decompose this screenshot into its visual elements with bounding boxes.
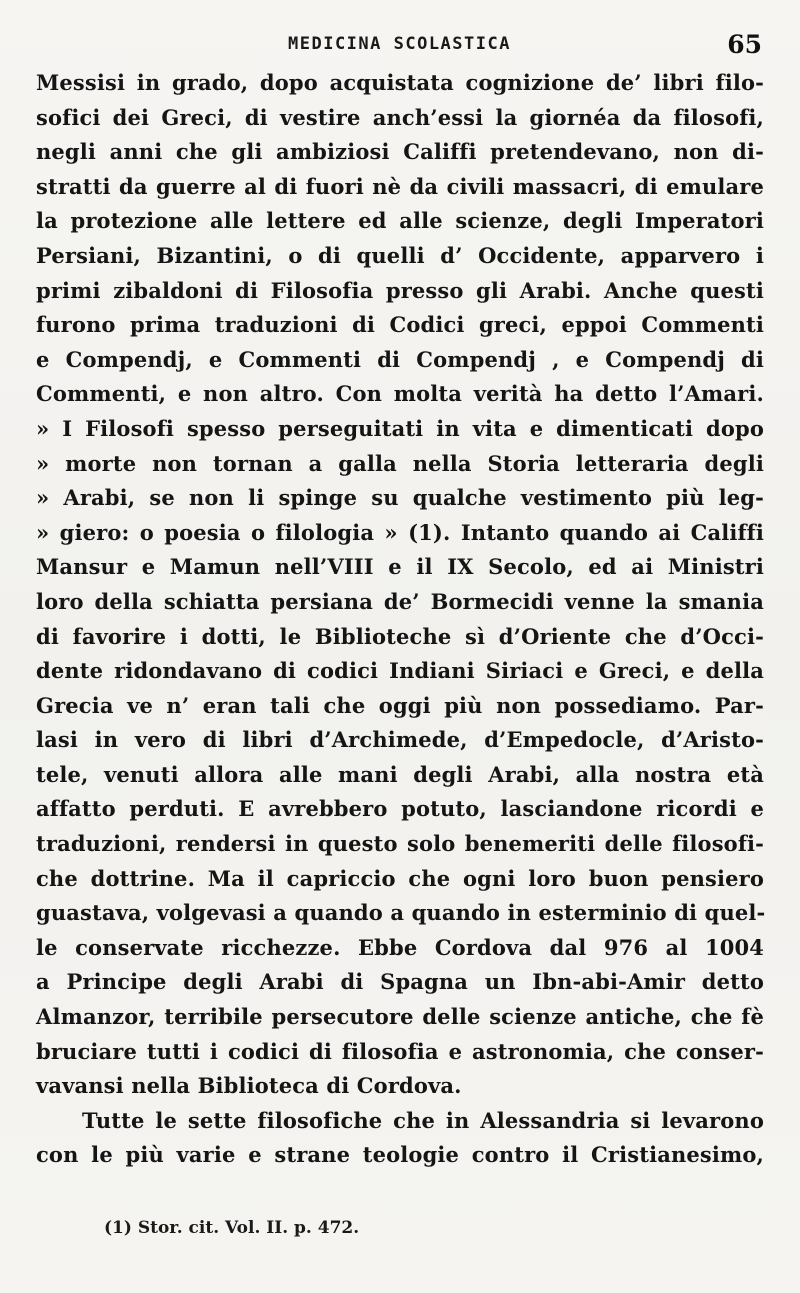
text-line: guastava, volgevasi a quando a quando in esterminio di quel-	[36, 900, 766, 926]
quote-line: » Arabi, se non li spinge su qualche vestimento più leg-	[36, 485, 764, 511]
text-line: Mansur e Mamun nell’VIII e il IX Secolo, ed ai Ministri	[36, 554, 764, 580]
text-line: furono prima traduzioni di Codici greci, eppoi Commenti	[36, 312, 764, 338]
text-line: che dottrine. Ma il capriccio che ogni loro buon pensiero	[36, 865, 764, 891]
text-line: affatto perduti. E avrebbero potuto, lasciandone ricordi e	[36, 796, 764, 822]
text-line: stratti da guerre al di fuori nè da civili massacri, di emulare	[36, 173, 764, 199]
text-line: di favorire i dotti, le Biblioteche sì d’Oriente che d’Occi-	[36, 623, 764, 649]
text-line: dente ridondavano di codici Indiani Siriaci e Greci, e della	[36, 658, 764, 684]
text-line: Messisi in grado, dopo acquistata cognizione de’ libri filo-	[36, 70, 764, 95]
running-title: MEDICINA SCOLASTICA	[288, 34, 511, 54]
quote-line: » morte non tornan a galla nella Storia letteraria degli	[36, 450, 764, 476]
text-line: bruciare tutti i codici di filosofia e astronomia, che conser-	[36, 1038, 764, 1064]
text-line: negli anni che gli ambiziosi Califfi pretendevano, non di-	[36, 139, 764, 165]
text-line: e Compendj, e Commenti di Compendj , e Compendj di	[36, 346, 764, 372]
page-header	[0, 30, 800, 64]
text-line: lasi in vero di libri d’Archimede, d’Empedocle, d’Aristo-	[36, 727, 764, 753]
text-line: Grecia ve n’ eran tali che oggi più non possediamo. Par-	[36, 692, 764, 718]
body-text	[36, 66, 764, 1173]
text-line: sofici dei Greci, di vestire anch’essi la giornéa da filosofi,	[36, 104, 764, 130]
page-number: 65	[727, 30, 762, 59]
text-line: loro della schiatta persiana de’ Bormecidi venne la smania	[36, 588, 764, 614]
quote-line: » giero: o poesia o filologia » (1). Intanto quando ai Califfi	[36, 519, 764, 545]
text-line: Commenti, e non altro. Con molta verità ha detto l’Amari.	[36, 381, 764, 407]
quote-line: » I Filosofi spesso perseguitati in vita e dimenticati dopo	[36, 415, 764, 441]
text-line: Almanzor, terribile persecutore delle scienze antiche, che fè	[36, 1004, 764, 1030]
text-line: la protezione alle lettere ed alle scienze, degli Imperatori	[36, 208, 764, 234]
text-line: a Principe degli Arabi di Spagna un Ibn-abi-Amir detto	[36, 969, 764, 995]
text-line: traduzioni, rendersi in questo solo benemeriti delle filosofi-	[36, 831, 764, 857]
text-line: con le più varie e strane teologie contro il Cristianesimo,	[36, 1142, 764, 1168]
footnote: (1) Stor. cit. Vol. II. p. 472.	[104, 1218, 360, 1238]
paragraph-end-line: vavansi nella Biblioteca di Cordova.	[36, 1073, 462, 1099]
text-line: le conservate ricchezze. Ebbe Cordova dal 976 al 1004	[36, 934, 764, 960]
text-line: tele, venuti allora alle mani degli Arabi, alla nostra età	[36, 761, 764, 787]
paragraph-start-line: Tutte le sette filosofiche che in Alessandria si levarono	[82, 1107, 764, 1133]
text-line: primi zibaldoni di Filosofia presso gli Arabi. Anche questi	[36, 277, 764, 303]
text-line: Persiani, Bizantini, o di quelli d’ Occidente, apparvero i	[36, 242, 764, 268]
